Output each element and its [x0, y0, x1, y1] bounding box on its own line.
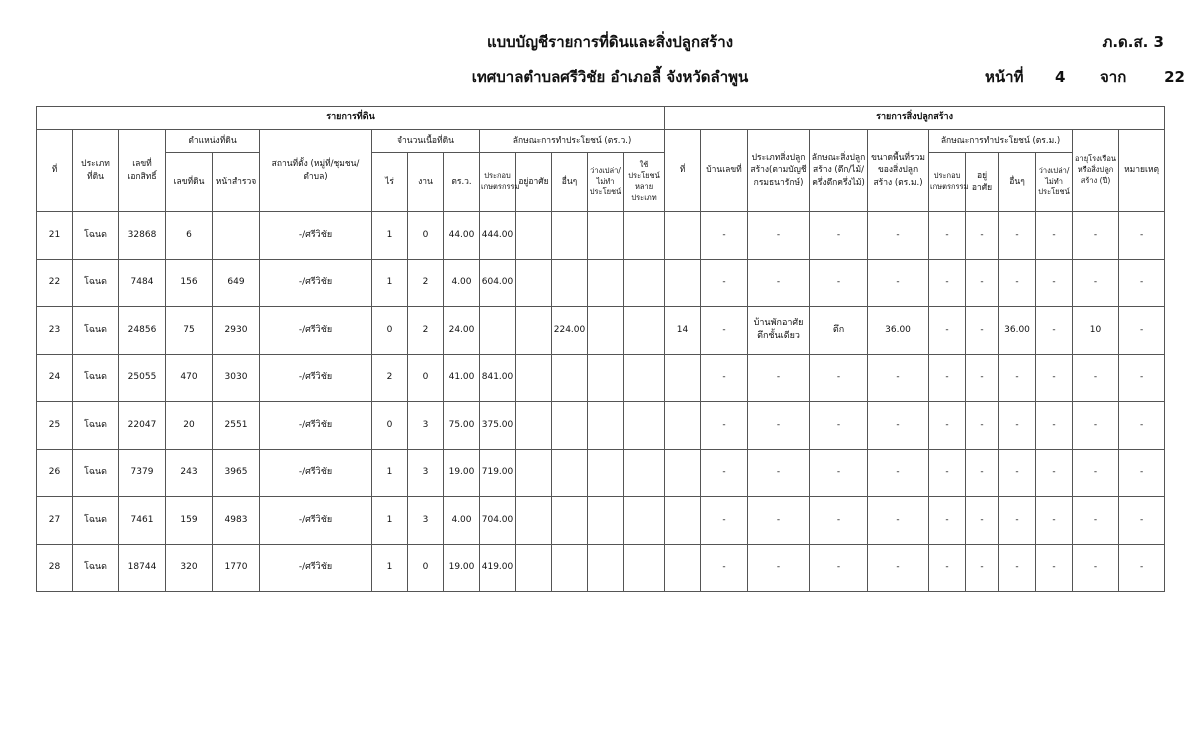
cell-other: [552, 544, 588, 592]
cell-no: 21: [37, 212, 73, 260]
cell-type: โฉนด: [73, 402, 119, 450]
cell-no: 27: [37, 497, 73, 545]
col-area-header: จำนวนเนื้อที่ดิน: [372, 130, 480, 153]
cell-bvacant: -: [1036, 259, 1073, 307]
cell-bother: -: [999, 259, 1036, 307]
cell-bno: [665, 212, 701, 260]
col-doc-no-header: เลขที่เอกสิทธิ์: [119, 130, 166, 212]
cell-bagri: -: [929, 354, 966, 402]
cell-barea: -: [868, 449, 929, 497]
cell-bagri: -: [929, 212, 966, 260]
cell-wa: 75.00: [444, 402, 480, 450]
cell-house: -: [701, 212, 748, 260]
cell-bagri: -: [929, 259, 966, 307]
cell-bno: 14: [665, 307, 701, 355]
col-use-land-header: ลักษณะการทำประโยชน์ (ตร.ว.): [480, 130, 665, 153]
form-code: ภ.ด.ส. 3: [1102, 33, 1164, 51]
col-age-header: อายุโรงเรือนหรือสิ่งปลูกสร้าง (ปี): [1073, 130, 1119, 212]
cell-other: [552, 354, 588, 402]
cell-wa: 19.00: [444, 544, 480, 592]
page-label: หน้าที่: [985, 68, 1024, 86]
cell-doc: 22047: [119, 402, 166, 450]
cell-btype: บ้านพักอาศัยตึกชั้นเดียว: [748, 307, 810, 355]
cell-doc: 25055: [119, 354, 166, 402]
cell-landno: 6: [166, 212, 213, 260]
cell-mixed: [624, 212, 665, 260]
cell-bother: -: [999, 449, 1036, 497]
table-header: [37, 107, 1165, 212]
cell-bagri: -: [929, 497, 966, 545]
group-building-header: รายการสิ่งปลูกสร้าง: [665, 107, 1165, 130]
col-use-building-header: ลักษณะการทำประโยชน์ (ตร.ม.): [929, 130, 1073, 153]
col-b-area-header: ขนาดพื้นที่รวมของสิ่งปลูกสร้าง (ตร.ม.): [868, 130, 929, 212]
cell-bvacant: -: [1036, 449, 1073, 497]
cell-mixed: [624, 354, 665, 402]
cell-wa: 4.00: [444, 497, 480, 545]
cell-other: [552, 259, 588, 307]
cell-remark: -: [1119, 402, 1165, 450]
cell-house: -: [701, 259, 748, 307]
cell-survey: 4983: [213, 497, 260, 545]
table-row: [37, 449, 1165, 497]
cell-resid: [516, 449, 552, 497]
cell-wa: 24.00: [444, 307, 480, 355]
cell-house: -: [701, 449, 748, 497]
cell-wa: 41.00: [444, 354, 480, 402]
cell-loc: -/ศรีวิชัย: [260, 354, 372, 402]
cell-type: โฉนด: [73, 449, 119, 497]
cell-survey: 3030: [213, 354, 260, 402]
col-b-no-header: ที่: [665, 130, 701, 212]
cell-age: -: [1073, 212, 1119, 260]
col-b-other-header: อื่นๆ: [999, 153, 1036, 212]
cell-bchar: -: [810, 449, 868, 497]
cell-bno: [665, 449, 701, 497]
cell-bvacant: -: [1036, 402, 1073, 450]
cell-bvacant: -: [1036, 544, 1073, 592]
cell-survey: 2930: [213, 307, 260, 355]
cell-no: 23: [37, 307, 73, 355]
cell-loc: -/ศรีวิชัย: [260, 402, 372, 450]
cell-btype: -: [748, 497, 810, 545]
cell-rai: 1: [372, 449, 408, 497]
cell-ngan: 0: [408, 212, 444, 260]
cell-landno: 20: [166, 402, 213, 450]
cell-type: โฉนด: [73, 307, 119, 355]
cell-doc: 7461: [119, 497, 166, 545]
cell-wa: 4.00: [444, 259, 480, 307]
col-land-no-header: เลขที่ดิน: [166, 153, 213, 212]
col-b-resid-header: อยู่อาศัย: [966, 153, 999, 212]
cell-btype: -: [748, 212, 810, 260]
col-agri-header: ประกอบเกษตรกรรม: [480, 153, 516, 212]
page-number: 4: [1055, 68, 1066, 86]
cell-rai: 0: [372, 402, 408, 450]
cell-remark: -: [1119, 544, 1165, 592]
cell-landno: 243: [166, 449, 213, 497]
cell-type: โฉนด: [73, 354, 119, 402]
cell-loc: -/ศรีวิชัย: [260, 259, 372, 307]
col-ngan-header: งาน: [408, 153, 444, 212]
cell-survey: 1770: [213, 544, 260, 592]
cell-doc: 32868: [119, 212, 166, 260]
cell-survey: 649: [213, 259, 260, 307]
cell-bno: [665, 354, 701, 402]
cell-rai: 1: [372, 544, 408, 592]
col-b-agri-header: ประกอบเกษตรกรรม: [929, 153, 966, 212]
cell-vacant: [588, 544, 624, 592]
cell-bresid: -: [966, 212, 999, 260]
cell-survey: [213, 212, 260, 260]
cell-mixed: [624, 402, 665, 450]
cell-agri: 719.00: [480, 449, 516, 497]
cell-wa: 44.00: [444, 212, 480, 260]
cell-bagri: -: [929, 307, 966, 355]
cell-rai: 2: [372, 354, 408, 402]
cell-bother: -: [999, 402, 1036, 450]
cell-vacant: [588, 307, 624, 355]
cell-resid: [516, 402, 552, 450]
cell-no: 25: [37, 402, 73, 450]
cell-barea: -: [868, 544, 929, 592]
cell-resid: [516, 259, 552, 307]
cell-btype: -: [748, 354, 810, 402]
cell-remark: -: [1119, 449, 1165, 497]
cell-house: -: [701, 497, 748, 545]
cell-agri: 419.00: [480, 544, 516, 592]
cell-remark: -: [1119, 354, 1165, 402]
cell-type: โฉนด: [73, 497, 119, 545]
table-row: [37, 354, 1165, 402]
col-b-vacant-header: ว่างเปล่า/ไม่ทำประโยชน์: [1036, 153, 1073, 212]
cell-vacant: [588, 354, 624, 402]
cell-bother: 36.00: [999, 307, 1036, 355]
cell-age: -: [1073, 497, 1119, 545]
cell-resid: [516, 212, 552, 260]
cell-resid: [516, 497, 552, 545]
cell-type: โฉนด: [73, 544, 119, 592]
cell-bagri: -: [929, 449, 966, 497]
cell-doc: 7484: [119, 259, 166, 307]
cell-agri: 375.00: [480, 402, 516, 450]
cell-agri: 604.00: [480, 259, 516, 307]
cell-landno: 156: [166, 259, 213, 307]
cell-doc: 18744: [119, 544, 166, 592]
cell-other: 224.00: [552, 307, 588, 355]
cell-agri: [480, 307, 516, 355]
col-no-header: ที่: [37, 130, 73, 212]
group-land-header: รายการที่ดิน: [37, 107, 665, 130]
cell-ngan: 2: [408, 307, 444, 355]
cell-remark: -: [1119, 259, 1165, 307]
cell-barea: -: [868, 212, 929, 260]
cell-btype: -: [748, 544, 810, 592]
col-type-header: ประเภทที่ดิน: [73, 130, 119, 212]
cell-btype: -: [748, 402, 810, 450]
cell-agri: 444.00: [480, 212, 516, 260]
col-mixed-header: ใช้ประโยชน์หลายประเภท: [624, 153, 665, 212]
cell-other: [552, 497, 588, 545]
cell-vacant: [588, 212, 624, 260]
cell-ngan: 3: [408, 449, 444, 497]
cell-bchar: -: [810, 212, 868, 260]
col-survey-header: หน้าสำรวจ: [213, 153, 260, 212]
cell-ngan: 0: [408, 354, 444, 402]
cell-bresid: -: [966, 402, 999, 450]
cell-vacant: [588, 259, 624, 307]
col-remark-header: หมายเหตุ: [1119, 130, 1165, 212]
cell-loc: -/ศรีวิชัย: [260, 544, 372, 592]
cell-loc: -/ศรีวิชัย: [260, 497, 372, 545]
land-building-register-table: [36, 106, 1165, 592]
cell-house: -: [701, 354, 748, 402]
cell-house: -: [701, 402, 748, 450]
document-title: แบบบัญชีรายการที่ดินและสิ่งปลูกสร้าง: [486, 33, 734, 51]
cell-no: 28: [37, 544, 73, 592]
cell-landno: 159: [166, 497, 213, 545]
table-body: [37, 212, 1165, 592]
cell-mixed: [624, 449, 665, 497]
cell-vacant: [588, 497, 624, 545]
cell-barea: 36.00: [868, 307, 929, 355]
cell-bno: [665, 402, 701, 450]
cell-other: [552, 402, 588, 450]
cell-loc: -/ศรีวิชัย: [260, 212, 372, 260]
cell-bvacant: -: [1036, 354, 1073, 402]
cell-rai: 1: [372, 259, 408, 307]
cell-resid: [516, 307, 552, 355]
cell-house: -: [701, 544, 748, 592]
col-house-no-header: บ้านเลขที่: [701, 130, 748, 212]
cell-no: 22: [37, 259, 73, 307]
col-resid-header: อยู่อาศัย: [516, 153, 552, 212]
cell-ngan: 0: [408, 544, 444, 592]
cell-bchar: ตึก: [810, 307, 868, 355]
cell-loc: -/ศรีวิชัย: [260, 449, 372, 497]
document-subtitle: เทศบาลตำบลศรีวิชัย อำเภอลี้ จังหวัดลำพูน: [471, 68, 749, 86]
cell-bchar: -: [810, 354, 868, 402]
cell-no: 26: [37, 449, 73, 497]
col-rai-header: ไร่: [372, 153, 408, 212]
cell-bresid: -: [966, 544, 999, 592]
cell-survey: 3965: [213, 449, 260, 497]
cell-resid: [516, 354, 552, 402]
cell-bother: -: [999, 354, 1036, 402]
col-vacant-header: ว่างเปล่า/ไม่ทำประโยชน์: [588, 153, 624, 212]
cell-bchar: -: [810, 402, 868, 450]
table-row: [37, 307, 1165, 355]
cell-landno: 75: [166, 307, 213, 355]
cell-no: 24: [37, 354, 73, 402]
cell-agri: 704.00: [480, 497, 516, 545]
cell-agri: 841.00: [480, 354, 516, 402]
cell-remark: -: [1119, 307, 1165, 355]
col-position-header: ตำแหน่งที่ดิน: [166, 130, 260, 153]
page-of-label: จาก: [1100, 68, 1127, 86]
cell-bchar: -: [810, 259, 868, 307]
cell-doc: 7379: [119, 449, 166, 497]
cell-btype: -: [748, 449, 810, 497]
cell-rai: 0: [372, 307, 408, 355]
col-other-header: อื่นๆ: [552, 153, 588, 212]
cell-bresid: -: [966, 449, 999, 497]
cell-bresid: -: [966, 259, 999, 307]
cell-barea: -: [868, 497, 929, 545]
cell-mixed: [624, 259, 665, 307]
cell-bresid: -: [966, 497, 999, 545]
cell-bchar: -: [810, 544, 868, 592]
cell-barea: -: [868, 259, 929, 307]
cell-other: [552, 449, 588, 497]
cell-bother: -: [999, 212, 1036, 260]
cell-survey: 2551: [213, 402, 260, 450]
cell-btype: -: [748, 259, 810, 307]
cell-bno: [665, 259, 701, 307]
cell-doc: 24856: [119, 307, 166, 355]
table-row: [37, 402, 1165, 450]
cell-other: [552, 212, 588, 260]
cell-bno: [665, 497, 701, 545]
cell-vacant: [588, 402, 624, 450]
cell-age: -: [1073, 259, 1119, 307]
table-row: [37, 497, 1165, 545]
cell-bresid: -: [966, 354, 999, 402]
table-row: [37, 212, 1165, 260]
cell-mixed: [624, 307, 665, 355]
cell-ngan: 2: [408, 259, 444, 307]
cell-bno: [665, 544, 701, 592]
page-info: [985, 65, 1185, 89]
col-b-char-header: ลักษณะสิ่งปลูกสร้าง (ตึก/ไม้/ครึ่งตึกครึ่งไม้): [810, 130, 868, 212]
total-pages: 22: [1164, 68, 1185, 86]
cell-bother: -: [999, 497, 1036, 545]
cell-rai: 1: [372, 212, 408, 260]
col-b-type-header: ประเภทสิ่งปลูกสร้าง(ตามบัญชีกรมธนารักษ์): [748, 130, 810, 212]
table-row: [37, 259, 1165, 307]
cell-bchar: -: [810, 497, 868, 545]
cell-rai: 1: [372, 497, 408, 545]
cell-age: 10: [1073, 307, 1119, 355]
cell-loc: -/ศรีวิชัย: [260, 307, 372, 355]
cell-house: -: [701, 307, 748, 355]
cell-ngan: 3: [408, 402, 444, 450]
cell-bvacant: -: [1036, 212, 1073, 260]
cell-bresid: -: [966, 307, 999, 355]
cell-ngan: 3: [408, 497, 444, 545]
table-row: [37, 544, 1165, 592]
cell-age: -: [1073, 354, 1119, 402]
cell-age: -: [1073, 544, 1119, 592]
col-wa-header: ตร.ว.: [444, 153, 480, 212]
cell-bagri: -: [929, 402, 966, 450]
cell-mixed: [624, 544, 665, 592]
cell-remark: -: [1119, 212, 1165, 260]
cell-bvacant: -: [1036, 307, 1073, 355]
cell-bvacant: -: [1036, 497, 1073, 545]
cell-landno: 470: [166, 354, 213, 402]
cell-vacant: [588, 449, 624, 497]
cell-type: โฉนด: [73, 259, 119, 307]
cell-bother: -: [999, 544, 1036, 592]
cell-landno: 320: [166, 544, 213, 592]
cell-wa: 19.00: [444, 449, 480, 497]
cell-barea: -: [868, 354, 929, 402]
cell-age: -: [1073, 449, 1119, 497]
cell-bagri: -: [929, 544, 966, 592]
cell-barea: -: [868, 402, 929, 450]
col-location-header: สถานที่ตั้ง (หมู่ที่/ชุมชน/ตำบล): [260, 130, 372, 212]
cell-type: โฉนด: [73, 212, 119, 260]
cell-age: -: [1073, 402, 1119, 450]
cell-resid: [516, 544, 552, 592]
cell-mixed: [624, 497, 665, 545]
cell-remark: -: [1119, 497, 1165, 545]
